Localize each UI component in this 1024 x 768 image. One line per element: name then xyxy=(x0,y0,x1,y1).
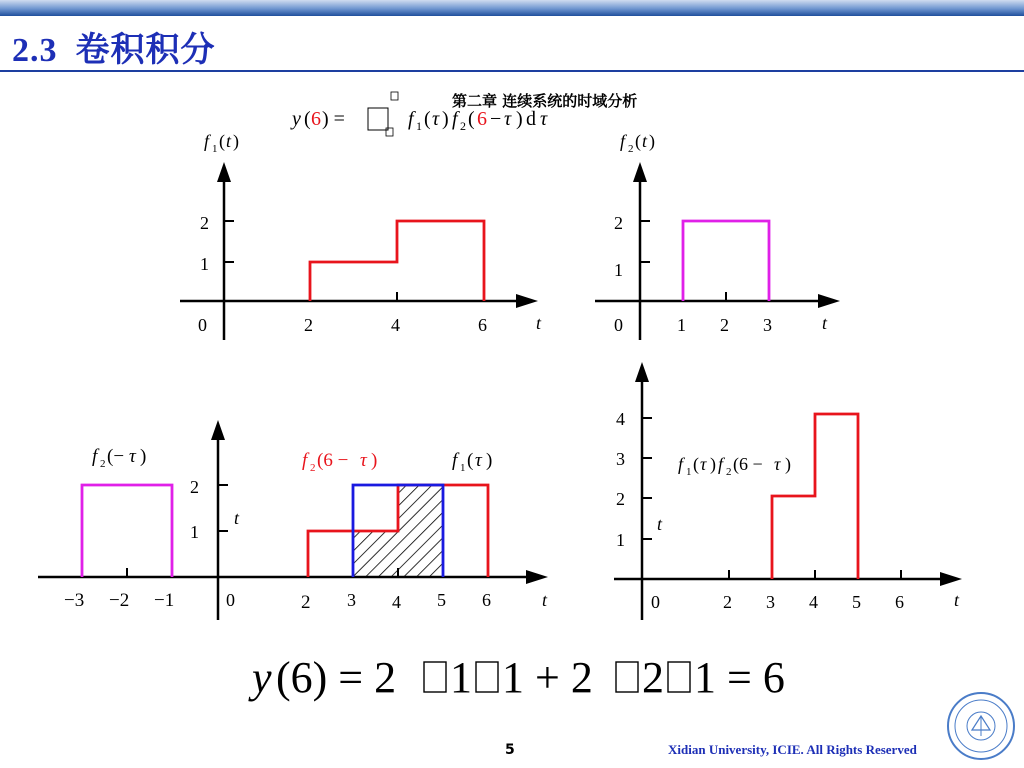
shifted-y-var: t xyxy=(234,508,240,528)
product-ytick-3: 3 xyxy=(616,449,625,469)
f1-xtick-6: 6 xyxy=(478,315,487,335)
plot-f1 xyxy=(180,131,542,340)
svg-text:t: t xyxy=(642,131,648,151)
svg-text:f: f xyxy=(302,450,308,471)
svg-text:(−: (− xyxy=(107,446,125,467)
chapter-label: 第二章 连续系统的时域分析 xyxy=(452,92,638,110)
svg-text:f: f xyxy=(718,454,724,474)
svg-text:2: 2 xyxy=(460,119,466,133)
svg-text:6: 6 xyxy=(311,108,321,130)
f2-shift-label xyxy=(302,450,377,474)
svg-text:2: 2 xyxy=(628,143,634,155)
f2-label xyxy=(620,131,655,155)
svg-text:1 = 6: 1 = 6 xyxy=(694,653,785,702)
shifted-ytick-2: 2 xyxy=(190,477,199,497)
f2-ytick-2: 2 xyxy=(614,213,623,233)
shifted-xtick-3: 3 xyxy=(347,590,356,610)
product-xtick-2: 2 xyxy=(723,592,732,612)
shifted-xtick-m3: −3 xyxy=(64,590,85,611)
svg-text:1: 1 xyxy=(460,462,466,474)
section-number: 2.3 xyxy=(12,32,58,69)
svg-text:(: ( xyxy=(467,450,474,471)
svg-text:1: 1 xyxy=(450,653,472,702)
svg-text:d: d xyxy=(526,108,536,130)
svg-text:f: f xyxy=(92,446,98,467)
product-xtick-6: 6 xyxy=(895,592,904,612)
f2-axis-var: t xyxy=(822,313,828,333)
f1-ytick-1: 1 xyxy=(200,254,209,274)
svg-text:): ) xyxy=(785,454,791,474)
svg-text:6: 6 xyxy=(477,108,487,130)
shifted-xtick-2: 2 xyxy=(301,592,311,613)
svg-text:(: ( xyxy=(219,131,225,151)
f2-neg-label xyxy=(92,446,146,470)
f2-xtick-0: 0 xyxy=(614,315,623,335)
product-xtick-4: 4 xyxy=(809,592,818,612)
svg-text:1: 1 xyxy=(416,119,422,133)
svg-text:f: f xyxy=(204,131,210,151)
f1-tau-label xyxy=(452,450,492,474)
f1-signal xyxy=(310,221,484,301)
section-title-text: 卷积积分 xyxy=(75,32,216,69)
f2-neg-signal xyxy=(82,485,172,577)
shifted-xtick-m1: −1 xyxy=(154,590,175,611)
page-number: 5 xyxy=(505,742,515,758)
svg-text:): ) xyxy=(649,131,655,151)
product-label xyxy=(678,454,791,478)
shifted-xtick-5: 5 xyxy=(437,590,446,610)
svg-text:): ) xyxy=(710,454,716,474)
svg-text:τ: τ xyxy=(129,446,136,467)
svg-text:) =: ) = xyxy=(322,108,345,130)
svg-text:2: 2 xyxy=(310,462,316,474)
f1-axis-var: t xyxy=(536,313,542,333)
svg-text:τ: τ xyxy=(504,108,512,130)
svg-text:): ) xyxy=(442,108,449,130)
svg-text:τ: τ xyxy=(432,108,440,130)
svg-text:τ: τ xyxy=(360,450,367,471)
product-xtick-0: 0 xyxy=(651,592,660,612)
svg-text:2: 2 xyxy=(642,653,664,702)
svg-text:y: y xyxy=(292,108,301,130)
f1-ytick-2: 2 xyxy=(200,213,209,233)
shifted-xtick-4: 4 xyxy=(392,592,401,612)
svg-text:f: f xyxy=(452,108,458,130)
product-ytick-1: 1 xyxy=(616,530,625,550)
product-xtick-5: 5 xyxy=(852,592,861,612)
svg-text:(: ( xyxy=(304,108,311,130)
university-seal-logo xyxy=(942,690,1020,762)
svg-text:τ: τ xyxy=(774,454,781,474)
svg-text:f: f xyxy=(620,131,626,151)
shifted-axis-var: t xyxy=(542,590,548,610)
svg-text:(: ( xyxy=(468,108,475,130)
product-ytick-2: 2 xyxy=(616,489,625,509)
svg-text:(: ( xyxy=(424,108,431,130)
f2-xtick-2: 2 xyxy=(720,315,729,335)
svg-text:f: f xyxy=(678,454,684,474)
plot-f2 xyxy=(595,131,840,340)
f2-xtick-1: 1 xyxy=(677,315,686,335)
svg-text:y: y xyxy=(252,653,272,702)
svg-text:f: f xyxy=(408,108,414,130)
svg-text:): ) xyxy=(486,450,493,471)
product-signal xyxy=(772,414,858,579)
shifted-xtick-0: 0 xyxy=(226,590,235,610)
svg-text:(6 −: (6 − xyxy=(317,450,349,471)
svg-text:2: 2 xyxy=(726,466,732,478)
product-y-var: t xyxy=(657,514,663,534)
svg-text:f: f xyxy=(452,450,458,471)
svg-text:1 + 2: 1 + 2 xyxy=(502,653,593,702)
svg-text:(: ( xyxy=(693,454,699,474)
f1-xtick-0: 0 xyxy=(198,315,207,335)
copyright-text: Xidian University, ICIE. All Rights Reserved xyxy=(668,742,917,757)
shifted-xtick-6: 6 xyxy=(482,590,491,610)
svg-text:): ) xyxy=(233,131,239,151)
f2-xtick-3: 3 xyxy=(763,315,772,335)
svg-text:(6) = 2: (6) = 2 xyxy=(276,653,397,702)
svg-text:t: t xyxy=(226,131,232,151)
f2-signal xyxy=(683,221,769,301)
top-formula xyxy=(290,92,548,136)
svg-text:τ: τ xyxy=(475,450,482,471)
svg-text:): ) xyxy=(140,446,147,467)
svg-text:): ) xyxy=(371,450,378,471)
svg-text:2: 2 xyxy=(100,458,106,470)
plot-shifted xyxy=(38,420,548,620)
svg-text:−: − xyxy=(490,108,502,130)
svg-text:(6 −: (6 − xyxy=(733,454,763,474)
product-axis-var: t xyxy=(954,590,960,610)
svg-text:): ) xyxy=(516,108,523,130)
svg-text:1: 1 xyxy=(212,143,218,155)
svg-text:(: ( xyxy=(635,131,641,151)
shifted-ytick-1: 1 xyxy=(190,522,199,542)
svg-text:1: 1 xyxy=(686,466,692,478)
result-formula xyxy=(248,653,785,702)
shifted-xtick-m2: −2 xyxy=(109,590,130,611)
f1-xtick-2: 2 xyxy=(304,315,313,335)
product-xtick-3: 3 xyxy=(766,592,775,612)
product-ytick-4: 4 xyxy=(616,409,625,429)
svg-text:τ: τ xyxy=(700,454,707,474)
svg-text:τ: τ xyxy=(540,108,548,130)
f2-ytick-1: 1 xyxy=(614,260,623,280)
f1-xtick-4: 4 xyxy=(391,315,400,335)
plot-product xyxy=(614,362,962,620)
f1-label xyxy=(204,131,239,155)
